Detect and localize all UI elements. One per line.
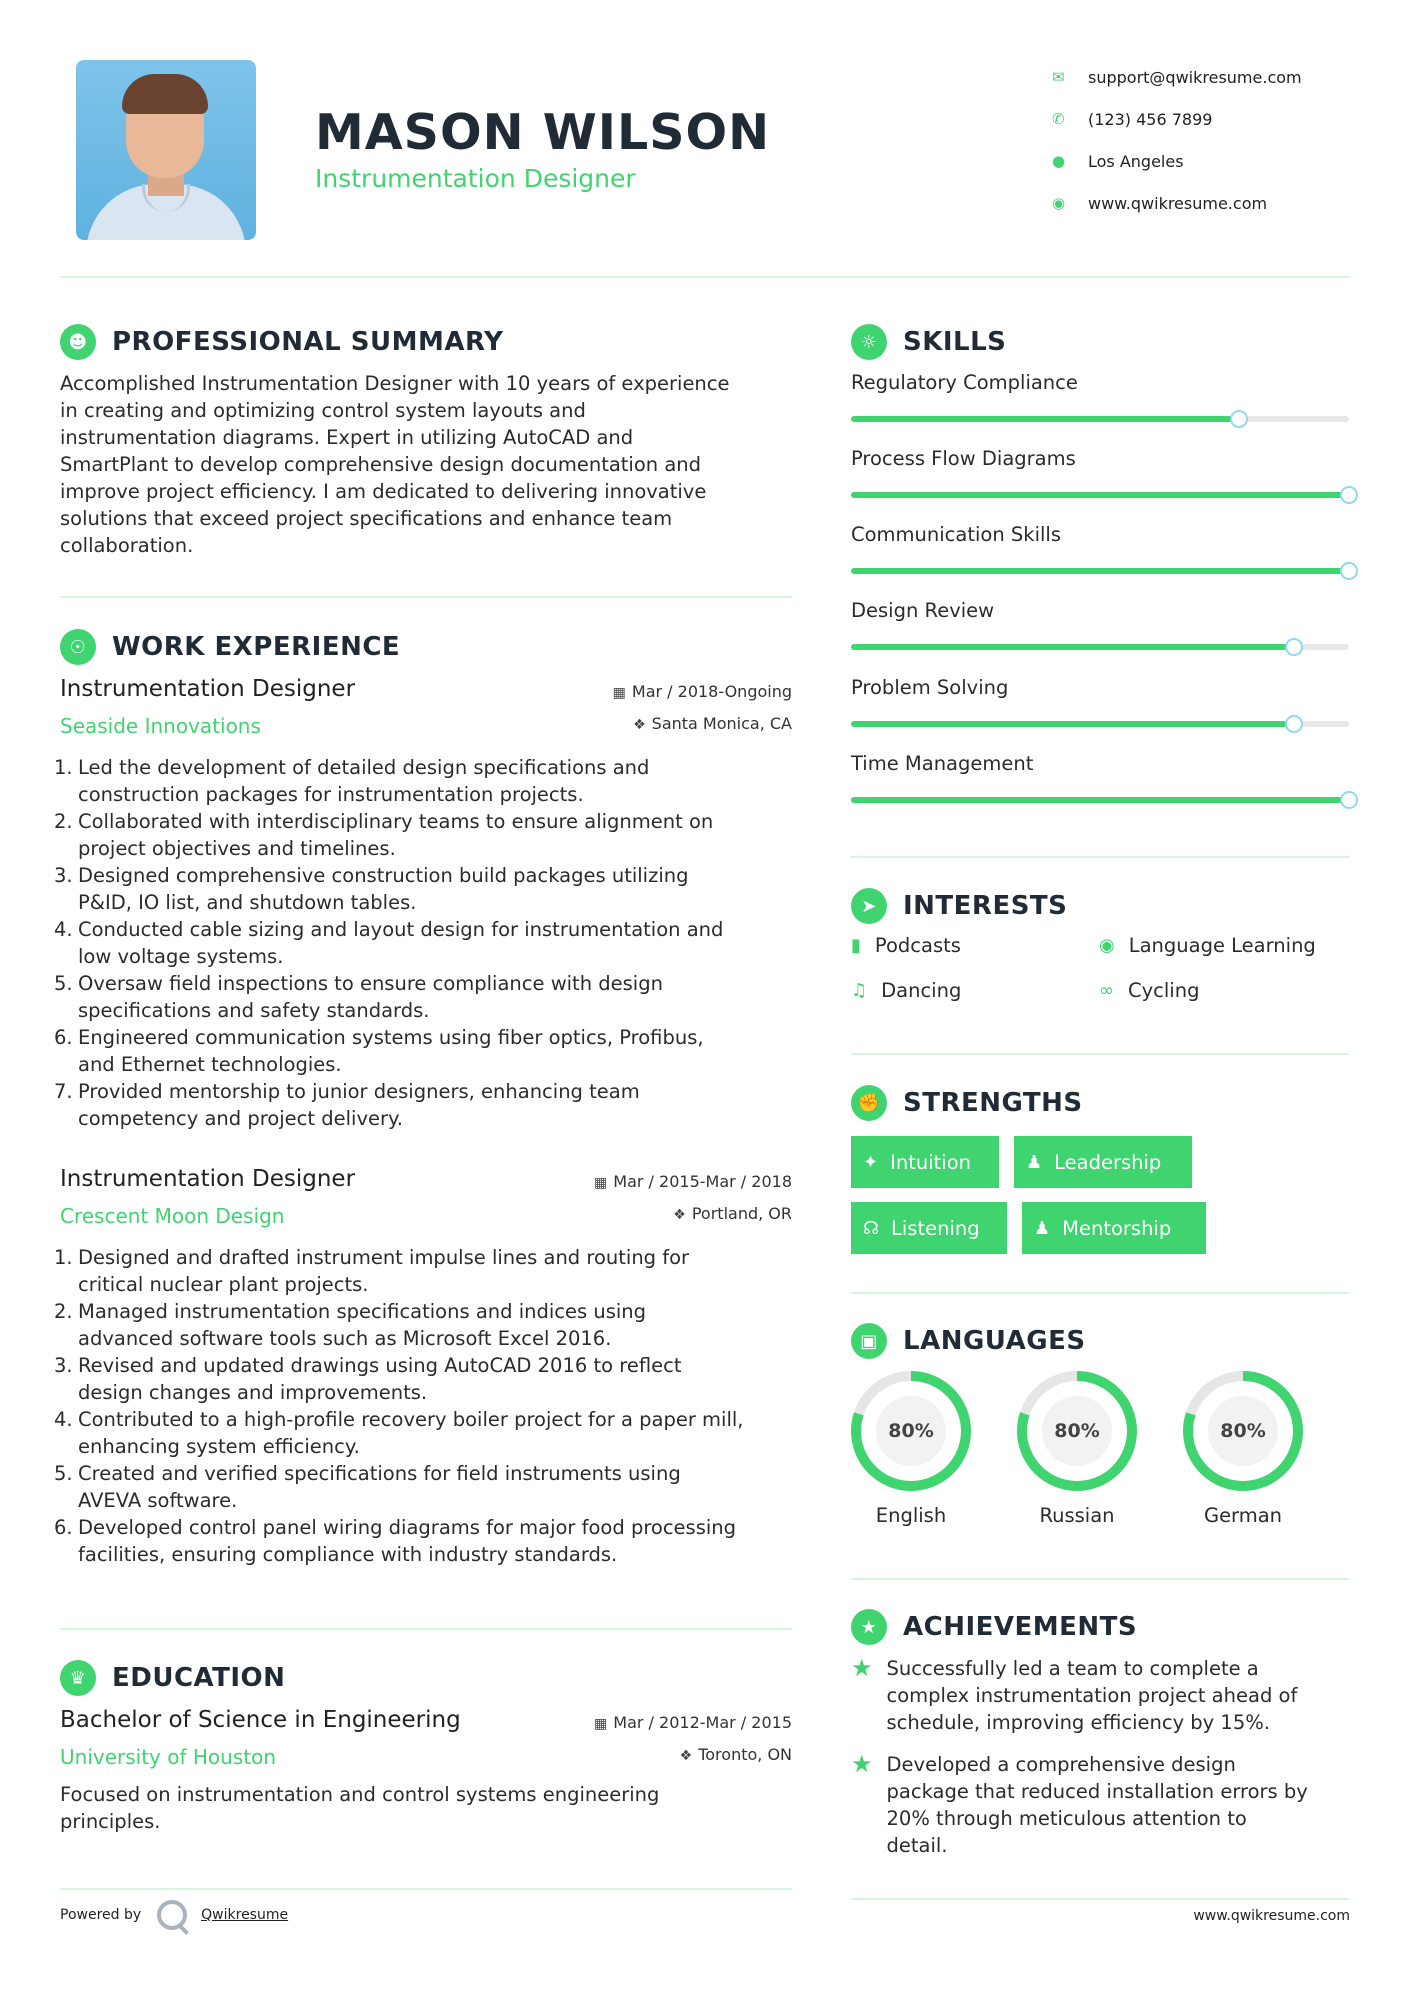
list-item: 5. Oversaw field inspections to ensure compliance with design specifications and safety standards. [54, 972, 663, 1022]
summary-text: Accomplished Instrumentation Designer with 10 years of experience in creating and optimizing control system layouts and instrumentation diagrams. Expert in utilizing AutoCAD and SmartPlant to develop comprehensive design documentation and improve project efficiency. I am dedicated to delivering innovative solutions that exceed project specifications and enhance team collaboration. [60, 372, 730, 557]
strengths-heading: ✊ STRENGTHS [851, 1085, 1083, 1121]
job-date: ▦ Mar / 2018-Ongoing [612, 682, 792, 701]
language-item: 80% English [846, 1370, 976, 1527]
pin-icon: ❖ [633, 717, 646, 733]
list-item: 2. Collaborated with interdisciplinary teams to ensure alignment on project objectives and timelines. [54, 810, 714, 860]
headphones-icon: ☊ [863, 1217, 879, 1239]
users-icon: ♟ [1026, 1151, 1043, 1173]
summary-heading: ☻ PROFESSIONAL SUMMARY [60, 324, 503, 360]
skill-knob [1285, 715, 1303, 733]
achievement-item: ★ Developed a comprehensive design package that reduced installation errors by 20% through meticulous attention to detail. [851, 1750, 1308, 1857]
lightbulb-icon: ☼ [851, 324, 887, 360]
contact-location: ● Los Angeles [1052, 151, 1184, 171]
list-item: 6. Developed control panel wiring diagrams for major food processing facilities, ensuring compliance with industry standards. [54, 1516, 737, 1566]
skill-bar [851, 568, 1349, 574]
contact-list [1050, 56, 1350, 224]
list-item: 7. Provided mentorship to junior designers, enhancing team competency and project delivery. [54, 1080, 640, 1130]
user-icon: ☻ [60, 324, 96, 360]
education-heading: ♛ EDUCATION [60, 1660, 285, 1696]
summary-divider [60, 596, 792, 598]
header-divider [60, 276, 1350, 278]
phone-icon: ✆ [1052, 110, 1065, 128]
language-ring: 80% [1182, 1370, 1304, 1492]
responsibility-list [54, 754, 792, 1132]
skill-item: Communication Skills [851, 523, 1351, 574]
school-name: University of Houston [60, 1745, 277, 1769]
strength-tag: ♟ Leadership [1014, 1136, 1192, 1188]
graduation-icon: ♛ [60, 1660, 96, 1696]
language-ring: 80% [850, 1370, 972, 1492]
skill-knob [1340, 486, 1358, 504]
education-description: Focused on instrumentation and control systems engineering principles. [60, 1783, 660, 1833]
skill-knob [1340, 791, 1358, 809]
job-location: ❖ Santa Monica, CA [633, 714, 792, 733]
profile-photo [76, 60, 256, 240]
interests-divider [851, 1053, 1349, 1055]
education-location: ❖ Toronto, ON [679, 1745, 792, 1764]
email-icon: ✉ [1052, 68, 1065, 86]
strength-tag: ✦ Intuition [851, 1136, 999, 1188]
star-icon: ★ [851, 1750, 873, 1778]
job-date: ▦ Mar / 2015-Mar / 2018 [594, 1172, 792, 1191]
skill-knob [1340, 562, 1358, 580]
calendar-icon: ▦ [594, 1175, 608, 1191]
interest-item: ▮ Podcasts [851, 934, 961, 957]
language-item: 80% Russian [1012, 1370, 1142, 1527]
contact-phone[interactable]: ✆ (123) 456 7899 [1052, 109, 1213, 129]
footer-website-link[interactable]: www.qwikresume.com [1193, 1908, 1350, 1924]
skill-item: Problem Solving [851, 676, 1351, 727]
strength-tag: ☊ Listening [851, 1202, 1007, 1254]
contact-email[interactable]: ✉ support@qwikresume.com [1052, 67, 1302, 87]
list-item: 3. Revised and updated drawings using AutoCAD 2016 to reflect design changes and improvements. [54, 1354, 682, 1404]
job-location: ❖ Portland, OR [673, 1204, 792, 1223]
location-icon: ● [1052, 152, 1066, 170]
strengths-divider [851, 1292, 1349, 1294]
interests-heading: ➤ INTERESTS [851, 888, 1067, 924]
education-date: ▦ Mar / 2012-Mar / 2015 [594, 1713, 792, 1732]
qwikresume-logo-icon [157, 1900, 187, 1930]
contact-website[interactable]: ◉ www.qwikresume.com [1052, 193, 1268, 213]
strength-tag: ♟ Mentorship [1022, 1202, 1206, 1254]
language-card-icon: ▣ [851, 1323, 887, 1359]
education-divider [60, 1888, 792, 1890]
candidate-name: MASON WILSON [315, 104, 771, 161]
calendar-icon: ▦ [612, 685, 626, 701]
list-item: 2. Managed instrumentation specifications and indices using advanced software tools such as Microsoft Excel 2016. [54, 1300, 647, 1350]
skill-knob [1230, 410, 1248, 428]
job-title: Instrumentation Designer [60, 676, 356, 702]
skill-bar [851, 721, 1349, 727]
job-entry-2 [54, 1166, 792, 1568]
interest-item: ◉ Language Learning [1099, 934, 1316, 957]
skills-heading: ☼ SKILLS [851, 324, 1006, 360]
language-ring: 80% [1016, 1370, 1138, 1492]
job-company: Crescent Moon Design [60, 1204, 285, 1228]
skills-divider [851, 856, 1349, 858]
list-item: 4. Conducted cable sizing and layout design for instrumentation and low voltage systems. [54, 918, 724, 968]
interest-item: ♫ Dancing [851, 979, 962, 1002]
briefcase-icon: ☉ [60, 629, 96, 665]
skill-knob [1285, 638, 1303, 656]
interest-item: ∞ Cycling [1099, 979, 1200, 1002]
list-item: 1. Designed and drafted instrument impulse lines and routing for critical nuclear plant projects. [54, 1246, 690, 1296]
achievement-item: ★ Successfully led a team to complete a complex instrumentation project ahead of schedule, improving efficiency by 15%. [851, 1654, 1298, 1734]
languages-heading: ▣ LANGUAGES [851, 1323, 1086, 1359]
bicycle-icon: ∞ [1099, 980, 1114, 1001]
language-item: 80% German [1178, 1370, 1308, 1527]
list-item: 4. Contributed to a high-profile recovery boiler project for a paper mill, enhancing system efficiency. [54, 1408, 744, 1458]
paper-plane-icon: ➤ [851, 888, 887, 924]
list-item: 3. Designed comprehensive construction build packages utilizing P&ID, IO list, and shutdown tables. [54, 864, 689, 914]
degree-title: Bachelor of Science in Engineering [60, 1707, 461, 1733]
user-plus-icon: ♟ [1034, 1217, 1051, 1239]
magic-wand-icon: ✦ [863, 1151, 879, 1173]
pin-icon: ❖ [673, 1207, 686, 1223]
job-title: Instrumentation Designer [60, 1166, 356, 1192]
education-entry [60, 1707, 792, 1835]
skill-item: Process Flow Diagrams [851, 447, 1351, 498]
experience-heading: ☉ WORK EXPERIENCE [60, 629, 400, 665]
fist-icon: ✊ [851, 1085, 887, 1121]
microphone-icon: ▮ [851, 935, 861, 956]
globe-icon: ◉ [1052, 194, 1066, 212]
powered-by: Powered by Qwikresume [60, 1900, 288, 1930]
responsibility-list [54, 1244, 792, 1568]
skill-bar [851, 416, 1349, 422]
skill-item: Design Review [851, 599, 1351, 650]
qwikresume-link[interactable]: Qwikresume [201, 1907, 289, 1923]
achievements-heading: ★ ACHIEVEMENTS [851, 1609, 1137, 1645]
job-company: Seaside Innovations [60, 714, 261, 738]
list-item: 5. Created and verified specifications for field instruments using AVEVA software. [54, 1462, 681, 1512]
skill-bar [851, 797, 1349, 803]
candidate-role: Instrumentation Designer [315, 164, 636, 193]
skill-item: Time Management [851, 752, 1351, 803]
skill-item: Regulatory Compliance [851, 371, 1351, 422]
star-badge-icon: ★ [851, 1609, 887, 1645]
calendar-icon: ▦ [594, 1716, 608, 1732]
skill-bar [851, 644, 1349, 650]
experience-divider [60, 1628, 792, 1630]
languages-divider [851, 1578, 1349, 1580]
star-icon: ★ [851, 1654, 873, 1682]
music-note-icon: ♫ [851, 980, 868, 1001]
list-item: 6. Engineered communication systems using fiber optics, Profibus, and Ethernet technologies. [54, 1026, 704, 1076]
job-entry-1 [54, 676, 792, 1132]
list-item: 1. Led the development of detailed design specifications and construction packages for instrumentation projects. [54, 756, 650, 806]
achievements-divider [851, 1898, 1349, 1900]
pin-icon: ❖ [679, 1748, 693, 1764]
globe-icon: ◉ [1099, 935, 1115, 956]
skill-bar [851, 492, 1349, 498]
